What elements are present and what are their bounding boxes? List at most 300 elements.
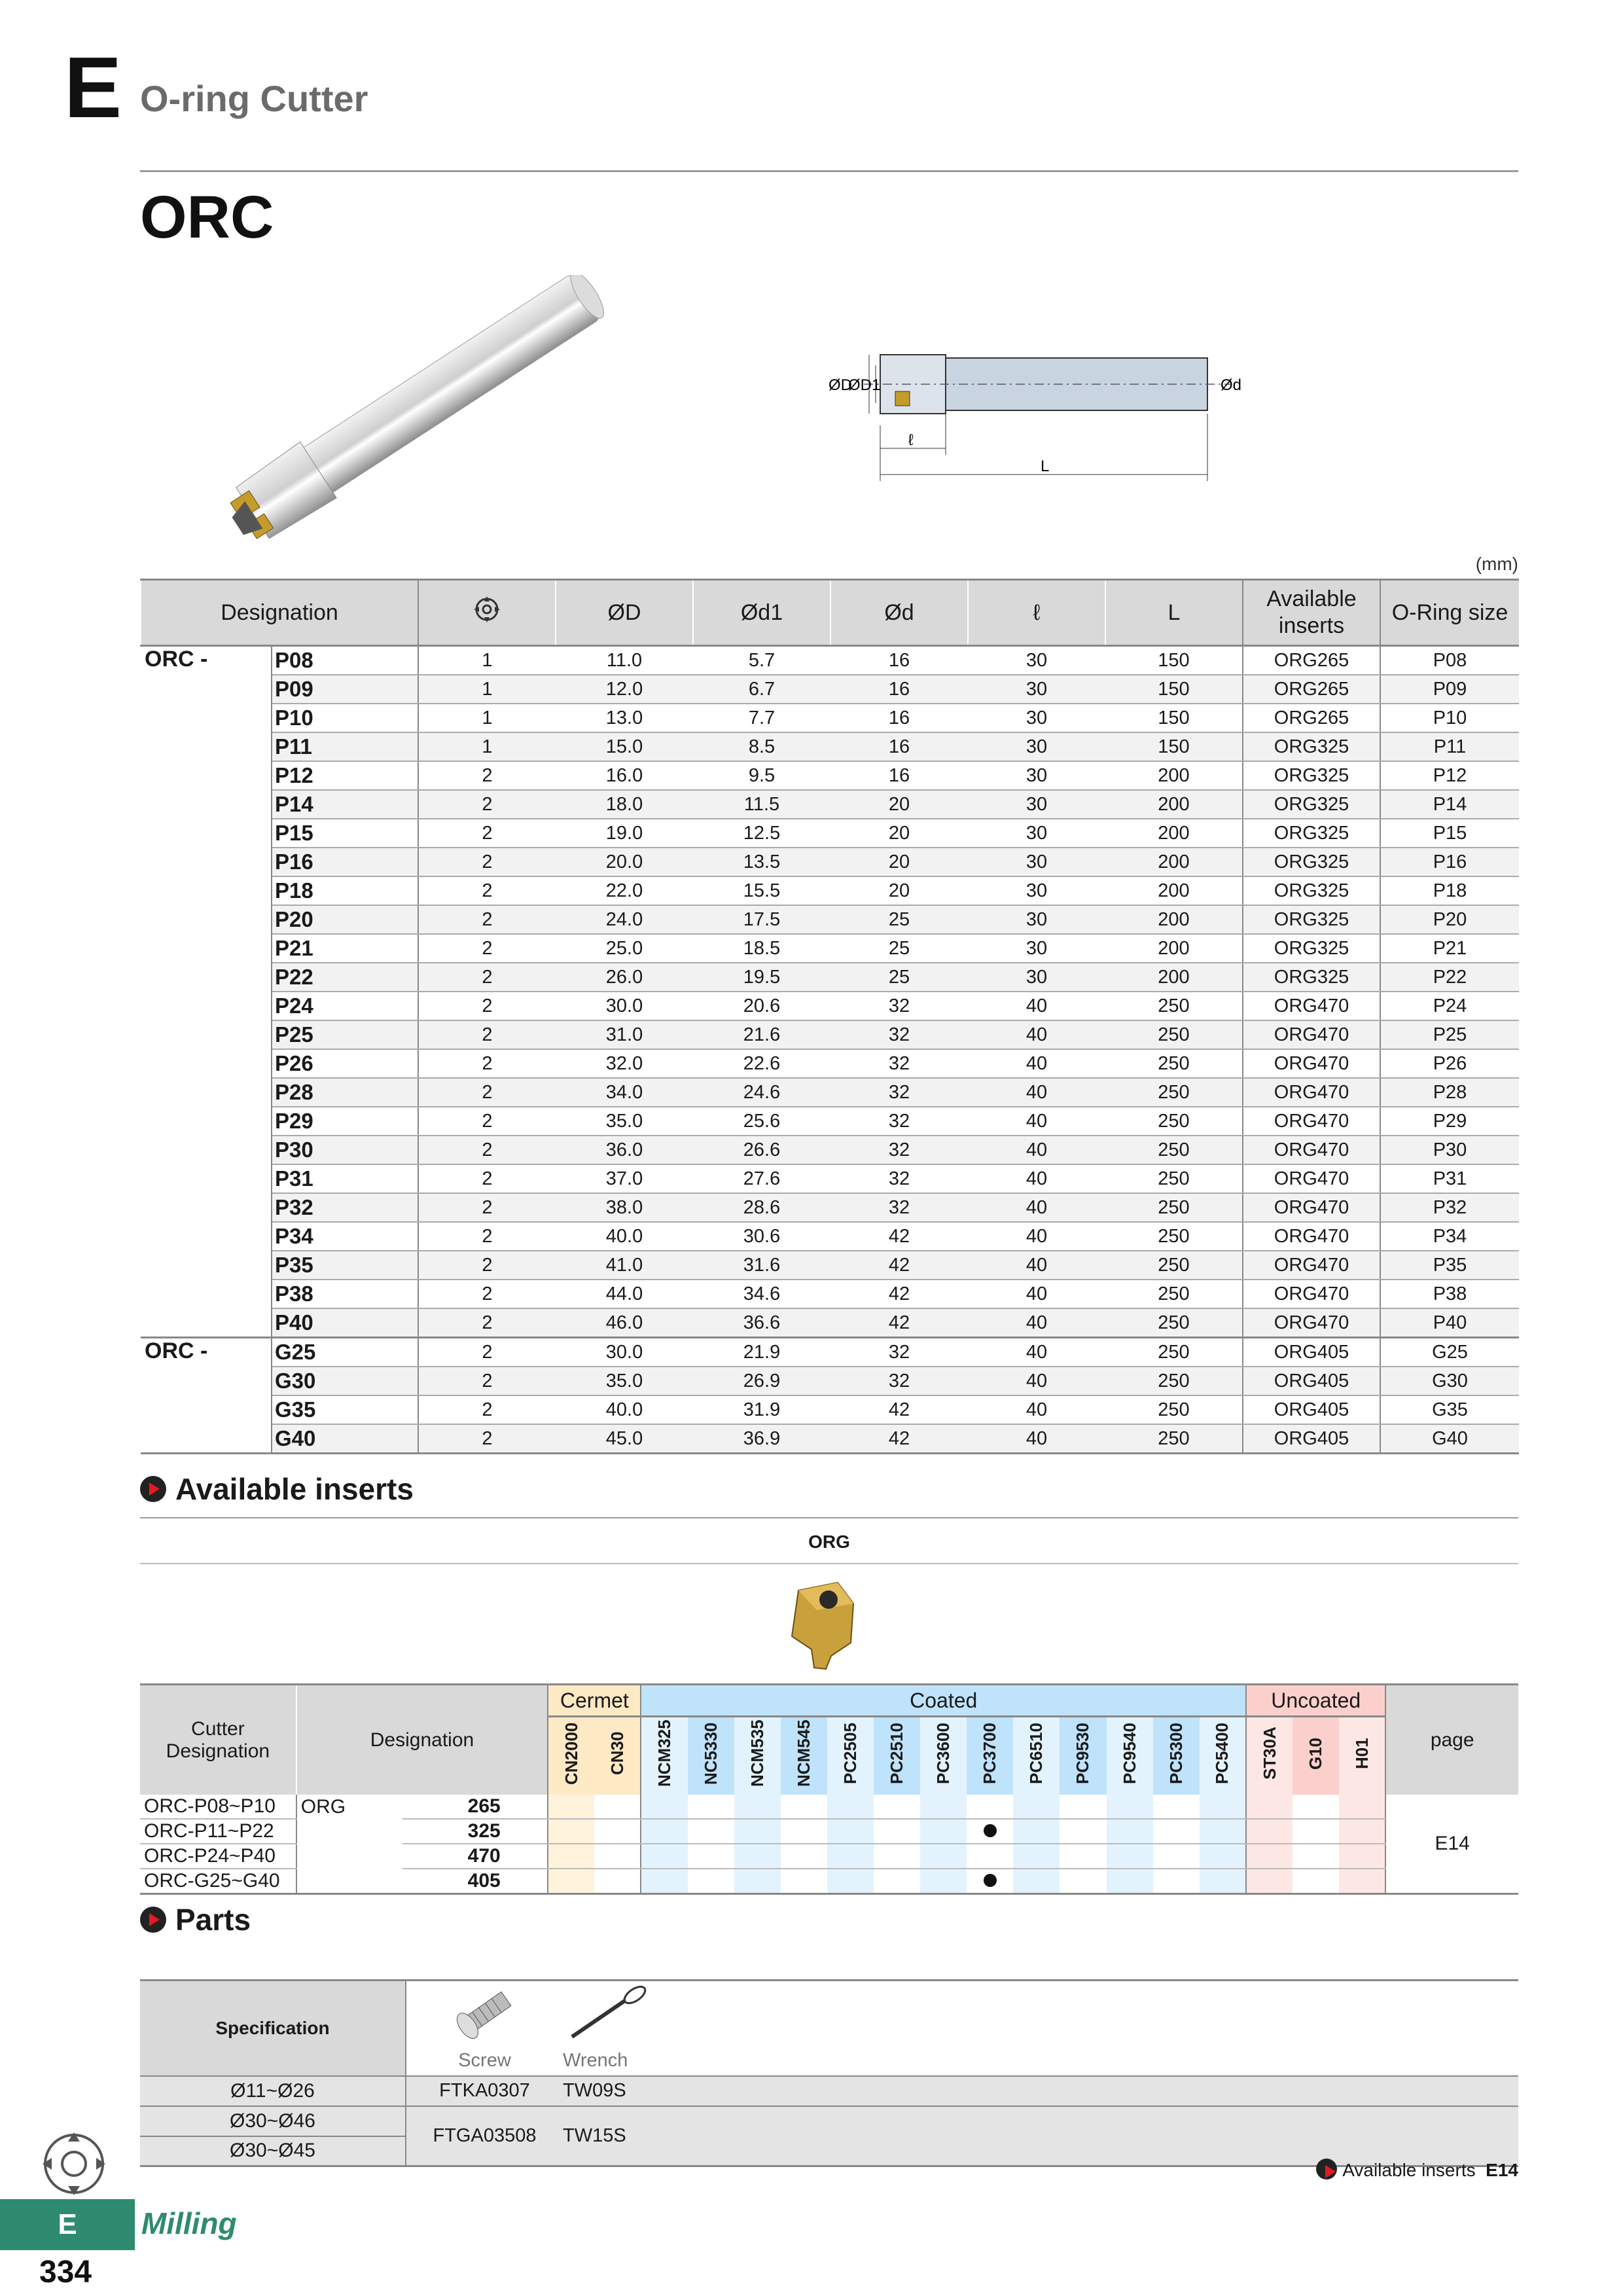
cell-dia-d1: 20.6 — [693, 992, 830, 1020]
grade-cell — [1339, 1844, 1385, 1869]
grade-cell — [594, 1844, 641, 1869]
cell-insert: ORG470 — [1243, 1107, 1380, 1136]
cell-flutes: 2 — [418, 1078, 556, 1107]
available-inserts-heading: Available inserts — [140, 1471, 414, 1507]
cell-designation: P26 — [272, 1049, 418, 1078]
col-designation: Designation — [141, 580, 418, 646]
parts-screw: FTKA0307 — [406, 2076, 563, 2106]
cell-length-l: 40 — [968, 1078, 1105, 1107]
inserts-rule-2 — [140, 1563, 1518, 1564]
cell-length-L: 150 — [1105, 704, 1243, 732]
spec-row — [141, 963, 1519, 992]
cell-dia-D: 25.0 — [556, 934, 693, 963]
cell-dia-D: 36.0 — [556, 1136, 693, 1164]
cell-dia-d: 42 — [830, 1424, 968, 1454]
cell-dia-D: 37.0 — [556, 1164, 693, 1193]
cell-flutes: 2 — [418, 1308, 556, 1338]
cell-dia-D: 24.0 — [556, 905, 693, 934]
cell-flutes: 2 — [418, 992, 556, 1020]
grade-header — [1246, 1717, 1293, 1795]
cell-length-l: 30 — [968, 790, 1105, 819]
grade-cell — [827, 1819, 874, 1844]
group-uncoated: Uncoated — [1246, 1685, 1385, 1717]
grade-cell — [1060, 1795, 1106, 1819]
grade-label: PC9540 — [1119, 1723, 1139, 1784]
cell-flutes: 2 — [418, 1164, 556, 1193]
grade-cell — [1060, 1819, 1106, 1844]
availability-dot — [984, 1824, 997, 1837]
group-cermet: Cermet — [548, 1685, 641, 1717]
cell-dia-d: 42 — [830, 1222, 968, 1251]
grade-cell — [967, 1795, 1013, 1819]
cell-insert: ORG470 — [1243, 1020, 1380, 1049]
cell-length-l: 40 — [968, 1222, 1105, 1251]
spec-row — [141, 1395, 1519, 1424]
link-arrow-icon — [1316, 2159, 1337, 2179]
grade-cell — [920, 1844, 967, 1869]
cell-oring-size: P21 — [1380, 934, 1519, 963]
cell-length-L: 250 — [1105, 1308, 1243, 1338]
cell-insert: ORG470 — [1243, 1251, 1380, 1280]
cell-designation: P28 — [272, 1078, 418, 1107]
cell-length-L: 200 — [1105, 963, 1243, 992]
spec-row — [141, 1107, 1519, 1136]
cell-dia-d1: 36.6 — [693, 1308, 830, 1338]
cell-dia-D: 22.0 — [556, 876, 693, 905]
cell-length-l: 40 — [968, 1395, 1105, 1424]
cell-oring-size: P34 — [1380, 1222, 1519, 1251]
section-arrow-icon — [140, 1476, 166, 1502]
grade-header — [1293, 1717, 1339, 1795]
cell-dia-d: 32 — [830, 1078, 968, 1107]
cell-designation: G35 — [272, 1395, 418, 1424]
spec-row — [141, 1078, 1519, 1107]
cell-flutes: 2 — [418, 1251, 556, 1280]
cell-dia-d1: 15.5 — [693, 876, 830, 905]
grade-header — [967, 1717, 1013, 1795]
cutter-designation: ORC-P11~P22 — [140, 1819, 296, 1844]
cell-designation: P21 — [272, 934, 418, 963]
cell-dia-d: 32 — [830, 992, 968, 1020]
spec-row — [141, 675, 1519, 704]
insert-code: 470 — [402, 1844, 548, 1869]
cell-dia-d1: 17.5 — [693, 905, 830, 934]
grade-cell — [1293, 1819, 1339, 1844]
cell-flutes: 2 — [418, 1338, 556, 1367]
footer-section-tab: E — [0, 2199, 135, 2250]
cell-length-l: 30 — [968, 704, 1105, 732]
cell-oring-size: P15 — [1380, 819, 1519, 848]
cell-designation: P31 — [272, 1164, 418, 1193]
cell-insert: ORG325 — [1243, 819, 1380, 848]
col-cutter-designation: Cutter Designation — [140, 1685, 296, 1795]
cell-length-L: 200 — [1105, 819, 1243, 848]
cell-flutes: 2 — [418, 1367, 556, 1395]
grade-cell — [1107, 1819, 1153, 1844]
cell-designation: P29 — [272, 1107, 418, 1136]
spec-row — [141, 732, 1519, 761]
cell-dia-d1: 25.6 — [693, 1107, 830, 1136]
cell-flutes: 2 — [418, 790, 556, 819]
cell-insert: ORG325 — [1243, 761, 1380, 790]
spec-table — [140, 579, 1519, 1454]
grade-label: PC6510 — [1026, 1723, 1046, 1784]
cell-dia-d: 42 — [830, 1280, 968, 1308]
screw-label: Screw — [458, 2049, 511, 2071]
cell-length-l: 30 — [968, 761, 1105, 790]
cell-dia-D: 38.0 — [556, 1193, 693, 1222]
cell-dia-D: 13.0 — [556, 704, 693, 732]
cutter-designation: ORC-P08~P10 — [140, 1795, 296, 1819]
cell-insert: ORG325 — [1243, 876, 1380, 905]
cell-dia-d1: 31.6 — [693, 1251, 830, 1280]
cell-designation: P34 — [272, 1222, 418, 1251]
grade-label: PC3600 — [933, 1723, 954, 1784]
cell-flutes: 1 — [418, 704, 556, 732]
grade-label: PC2510 — [887, 1723, 907, 1784]
cell-length-L: 150 — [1105, 732, 1243, 761]
cell-insert: ORG265 — [1243, 646, 1380, 675]
cell-dia-d1: 26.6 — [693, 1136, 830, 1164]
cell-dia-d1: 7.7 — [693, 704, 830, 732]
cell-dia-d1: 24.6 — [693, 1078, 830, 1107]
cell-length-l: 40 — [968, 1164, 1105, 1193]
cutter-designation: ORC-G25~G40 — [140, 1869, 296, 1894]
designation-prefix: ORC - — [141, 646, 272, 1338]
cell-dia-d1: 30.6 — [693, 1222, 830, 1251]
cell-flutes: 2 — [418, 761, 556, 790]
cell-insert: ORG265 — [1243, 675, 1380, 704]
cell-designation: P08 — [272, 646, 418, 675]
grade-cell — [734, 1844, 781, 1869]
parts-table — [140, 1979, 1518, 2167]
cell-dia-d1: 22.6 — [693, 1049, 830, 1078]
group-coated: Coated — [641, 1685, 1246, 1717]
cell-designation: P24 — [272, 992, 418, 1020]
grade-cell — [1013, 1844, 1060, 1869]
cell-dia-d: 32 — [830, 1020, 968, 1049]
cell-dia-d: 16 — [830, 704, 968, 732]
grade-cell — [688, 1819, 734, 1844]
cell-dia-D: 45.0 — [556, 1424, 693, 1454]
parts-spec: Ø30~Ø46 — [140, 2106, 406, 2136]
cell-dia-d: 16 — [830, 761, 968, 790]
cell-length-l: 30 — [968, 675, 1105, 704]
grade-cell — [1107, 1869, 1153, 1894]
cell-length-l: 30 — [968, 876, 1105, 905]
drawing-label-D: ØD — [829, 376, 852, 394]
cell-dia-d1: 13.5 — [693, 848, 830, 876]
grade-cell — [1107, 1795, 1153, 1819]
insert-row — [140, 1869, 1518, 1894]
grade-cell — [781, 1795, 827, 1819]
cell-dia-d1: 11.5 — [693, 790, 830, 819]
cell-dia-d1: 28.6 — [693, 1193, 830, 1222]
insert-row — [140, 1844, 1518, 1869]
grade-cell — [1200, 1844, 1246, 1869]
cell-flutes: 2 — [418, 848, 556, 876]
cell-designation: P30 — [272, 1136, 418, 1164]
cell-designation: P25 — [272, 1020, 418, 1049]
footer-section-name: Milling — [141, 2206, 237, 2240]
cell-flutes: 1 — [418, 732, 556, 761]
cell-dia-d: 42 — [830, 1395, 968, 1424]
cell-oring-size: P09 — [1380, 675, 1519, 704]
cell-length-L: 200 — [1105, 876, 1243, 905]
grade-header — [734, 1717, 781, 1795]
cell-dia-D: 41.0 — [556, 1251, 693, 1280]
milling-cutter-icon — [38, 2130, 110, 2198]
cell-length-L: 250 — [1105, 1164, 1243, 1193]
chapter-letter: E — [64, 39, 122, 135]
cell-dia-d: 32 — [830, 1367, 968, 1395]
grade-cell — [827, 1844, 874, 1869]
cell-insert: ORG470 — [1243, 1136, 1380, 1164]
footer-inserts-link[interactable]: Available inserts E14 — [1316, 2160, 1518, 2182]
cell-dia-D: 31.0 — [556, 1020, 693, 1049]
grade-cell — [827, 1869, 874, 1894]
cell-insert: ORG405 — [1243, 1338, 1380, 1367]
cell-dia-d: 32 — [830, 1107, 968, 1136]
grade-cell — [827, 1795, 874, 1819]
parts-screw: FTGA03508 — [406, 2106, 563, 2166]
grade-cell — [641, 1869, 687, 1894]
cell-dia-D: 30.0 — [556, 992, 693, 1020]
cell-flutes: 2 — [418, 1020, 556, 1049]
cell-designation: G30 — [272, 1367, 418, 1395]
cell-dia-D: 16.0 — [556, 761, 693, 790]
grade-cell — [781, 1819, 827, 1844]
cell-insert: ORG325 — [1243, 963, 1380, 992]
grade-cell — [734, 1819, 781, 1844]
grade-cell — [1153, 1869, 1200, 1894]
cell-flutes: 2 — [418, 1395, 556, 1424]
cell-oring-size: P40 — [1380, 1308, 1519, 1338]
grade-cell — [1107, 1844, 1153, 1869]
cell-dia-d1: 21.6 — [693, 1020, 830, 1049]
grade-cell — [594, 1869, 641, 1894]
grade-cell — [1060, 1844, 1106, 1869]
spec-row — [141, 704, 1519, 732]
spec-row — [141, 1367, 1519, 1395]
cell-designation: P09 — [272, 675, 418, 704]
col-L: L — [1105, 580, 1243, 646]
cell-designation: P40 — [272, 1308, 418, 1338]
cell-oring-size: P11 — [1380, 732, 1519, 761]
cell-designation: P11 — [272, 732, 418, 761]
cell-dia-d: 32 — [830, 1338, 968, 1367]
insert-family — [296, 1819, 402, 1844]
cell-length-L: 200 — [1105, 848, 1243, 876]
grade-cell — [874, 1844, 920, 1869]
screw-icon — [449, 1986, 521, 2045]
cell-length-L: 150 — [1105, 646, 1243, 675]
grade-cell — [920, 1869, 967, 1894]
cell-dia-d: 25 — [830, 963, 968, 992]
cell-dia-d1: 19.5 — [693, 963, 830, 992]
cell-dia-d: 42 — [830, 1251, 968, 1280]
cell-insert: ORG470 — [1243, 1222, 1380, 1251]
col-d1: Ød1 — [693, 580, 830, 646]
cell-length-l: 30 — [968, 848, 1105, 876]
section-arrow-icon — [140, 1907, 166, 1933]
drawing-label-l: ℓ — [908, 431, 914, 449]
cell-length-l: 40 — [968, 1136, 1105, 1164]
cell-oring-size: P26 — [1380, 1049, 1519, 1078]
grade-cell — [1060, 1869, 1106, 1894]
cell-length-L: 250 — [1105, 1078, 1243, 1107]
cell-dia-D: 34.0 — [556, 1078, 693, 1107]
cell-length-l: 40 — [968, 1280, 1105, 1308]
spec-row — [141, 1308, 1519, 1338]
cell-flutes: 1 — [418, 675, 556, 704]
grade-cell — [781, 1844, 827, 1869]
grade-cell — [548, 1819, 594, 1844]
chapter-title: O-ring Cutter — [140, 78, 368, 119]
cell-length-l: 40 — [968, 1424, 1105, 1454]
cell-length-L: 200 — [1105, 905, 1243, 934]
insert-family — [296, 1869, 402, 1894]
grade-label: G10 — [1306, 1737, 1326, 1770]
cell-dia-D: 44.0 — [556, 1280, 693, 1308]
cell-insert: ORG470 — [1243, 1193, 1380, 1222]
wrench-cell — [563, 1981, 1518, 2076]
insert-code: 405 — [402, 1869, 548, 1894]
cell-dia-d: 25 — [830, 905, 968, 934]
cell-dia-D: 35.0 — [556, 1367, 693, 1395]
cell-insert: ORG265 — [1243, 704, 1380, 732]
cell-length-l: 40 — [968, 1107, 1105, 1136]
cell-oring-size: P30 — [1380, 1136, 1519, 1164]
spec-row — [141, 848, 1519, 876]
cell-dia-d1: 6.7 — [693, 675, 830, 704]
cell-flutes: 2 — [418, 905, 556, 934]
grade-cell — [1293, 1795, 1339, 1819]
grade-cell — [874, 1819, 920, 1844]
cell-length-L: 200 — [1105, 934, 1243, 963]
cell-designation: P12 — [272, 761, 418, 790]
parts-spec: Ø11~Ø26 — [140, 2076, 406, 2106]
grade-cell — [1153, 1844, 1200, 1869]
cell-flutes: 2 — [418, 1222, 556, 1251]
grade-header — [1013, 1717, 1060, 1795]
cell-dia-d1: 34.6 — [693, 1280, 830, 1308]
cell-length-L: 250 — [1105, 1222, 1243, 1251]
grade-header — [1107, 1717, 1153, 1795]
grade-cell — [1293, 1844, 1339, 1869]
spec-row — [141, 646, 1519, 675]
grade-label: PC5400 — [1212, 1723, 1232, 1784]
grade-cell — [1246, 1869, 1293, 1894]
cell-length-l: 40 — [968, 1251, 1105, 1280]
cell-dia-D: 15.0 — [556, 732, 693, 761]
cell-oring-size: G40 — [1380, 1424, 1519, 1454]
spec-row — [141, 819, 1519, 848]
cell-dia-d: 20 — [830, 819, 968, 848]
grade-header — [781, 1717, 827, 1795]
grade-header — [641, 1717, 687, 1795]
unit-label: (mm) — [1475, 554, 1518, 574]
grade-cell — [1153, 1819, 1200, 1844]
spec-row — [141, 1251, 1519, 1280]
grade-header — [1200, 1717, 1246, 1795]
grade-cell — [1339, 1869, 1385, 1894]
cell-flutes: 2 — [418, 1280, 556, 1308]
cell-designation: P15 — [272, 819, 418, 848]
cell-length-L: 250 — [1105, 1049, 1243, 1078]
cell-dia-d: 32 — [830, 1136, 968, 1164]
grade-cell — [1013, 1869, 1060, 1894]
grade-header — [1060, 1717, 1106, 1795]
col-D: ØD — [556, 580, 693, 646]
screw-cell — [406, 1981, 563, 2076]
grade-cell — [874, 1869, 920, 1894]
cell-dia-d: 32 — [830, 1049, 968, 1078]
cell-insert: ORG325 — [1243, 905, 1380, 934]
cell-flutes: 2 — [418, 1424, 556, 1454]
grade-cell — [548, 1844, 594, 1869]
cell-length-L: 150 — [1105, 675, 1243, 704]
cell-length-l: 40 — [968, 1049, 1105, 1078]
spec-row — [141, 1136, 1519, 1164]
grade-header — [827, 1717, 874, 1795]
cell-dia-d1: 36.9 — [693, 1424, 830, 1454]
cell-length-L: 200 — [1105, 761, 1243, 790]
insert-family — [296, 1844, 402, 1869]
grade-label: CN30 — [607, 1731, 627, 1776]
grade-cell — [874, 1795, 920, 1819]
wrench-icon — [563, 1986, 654, 2045]
cell-length-L: 250 — [1105, 1395, 1243, 1424]
cell-length-L: 250 — [1105, 1193, 1243, 1222]
grade-cell — [594, 1819, 641, 1844]
cell-length-l: 40 — [968, 1367, 1105, 1395]
grade-label: NCM535 — [747, 1719, 767, 1787]
grade-cell — [548, 1869, 594, 1894]
cell-dia-d: 32 — [830, 1193, 968, 1222]
cell-length-l: 40 — [968, 992, 1105, 1020]
cell-flutes: 1 — [418, 646, 556, 675]
cell-length-l: 30 — [968, 963, 1105, 992]
grade-cell — [781, 1869, 827, 1894]
cell-dia-d: 16 — [830, 732, 968, 761]
grade-cell — [1153, 1795, 1200, 1819]
grade-cell — [1339, 1819, 1385, 1844]
cell-dia-D: 11.0 — [556, 646, 693, 675]
page-reference: E14 — [1385, 1795, 1518, 1894]
col-page: page — [1385, 1685, 1518, 1795]
spec-row — [141, 790, 1519, 819]
grade-label: H01 — [1351, 1738, 1372, 1769]
cell-flutes: 2 — [418, 819, 556, 848]
cell-dia-d: 25 — [830, 934, 968, 963]
cell-oring-size: P22 — [1380, 963, 1519, 992]
grade-label: NCM325 — [654, 1719, 674, 1787]
cell-oring-size: P24 — [1380, 992, 1519, 1020]
cell-dia-d: 32 — [830, 1164, 968, 1193]
cell-dia-d1: 8.5 — [693, 732, 830, 761]
grade-cell — [1013, 1795, 1060, 1819]
parts-wrench: TW09S — [563, 2076, 1518, 2106]
cell-dia-d1: 31.9 — [693, 1395, 830, 1424]
grade-cell — [688, 1869, 734, 1894]
grade-header — [874, 1717, 920, 1795]
grade-cell — [688, 1844, 734, 1869]
grade-header — [1153, 1717, 1200, 1795]
cell-insert: ORG325 — [1243, 790, 1380, 819]
grade-cell — [967, 1869, 1013, 1894]
cell-designation: P10 — [272, 704, 418, 732]
